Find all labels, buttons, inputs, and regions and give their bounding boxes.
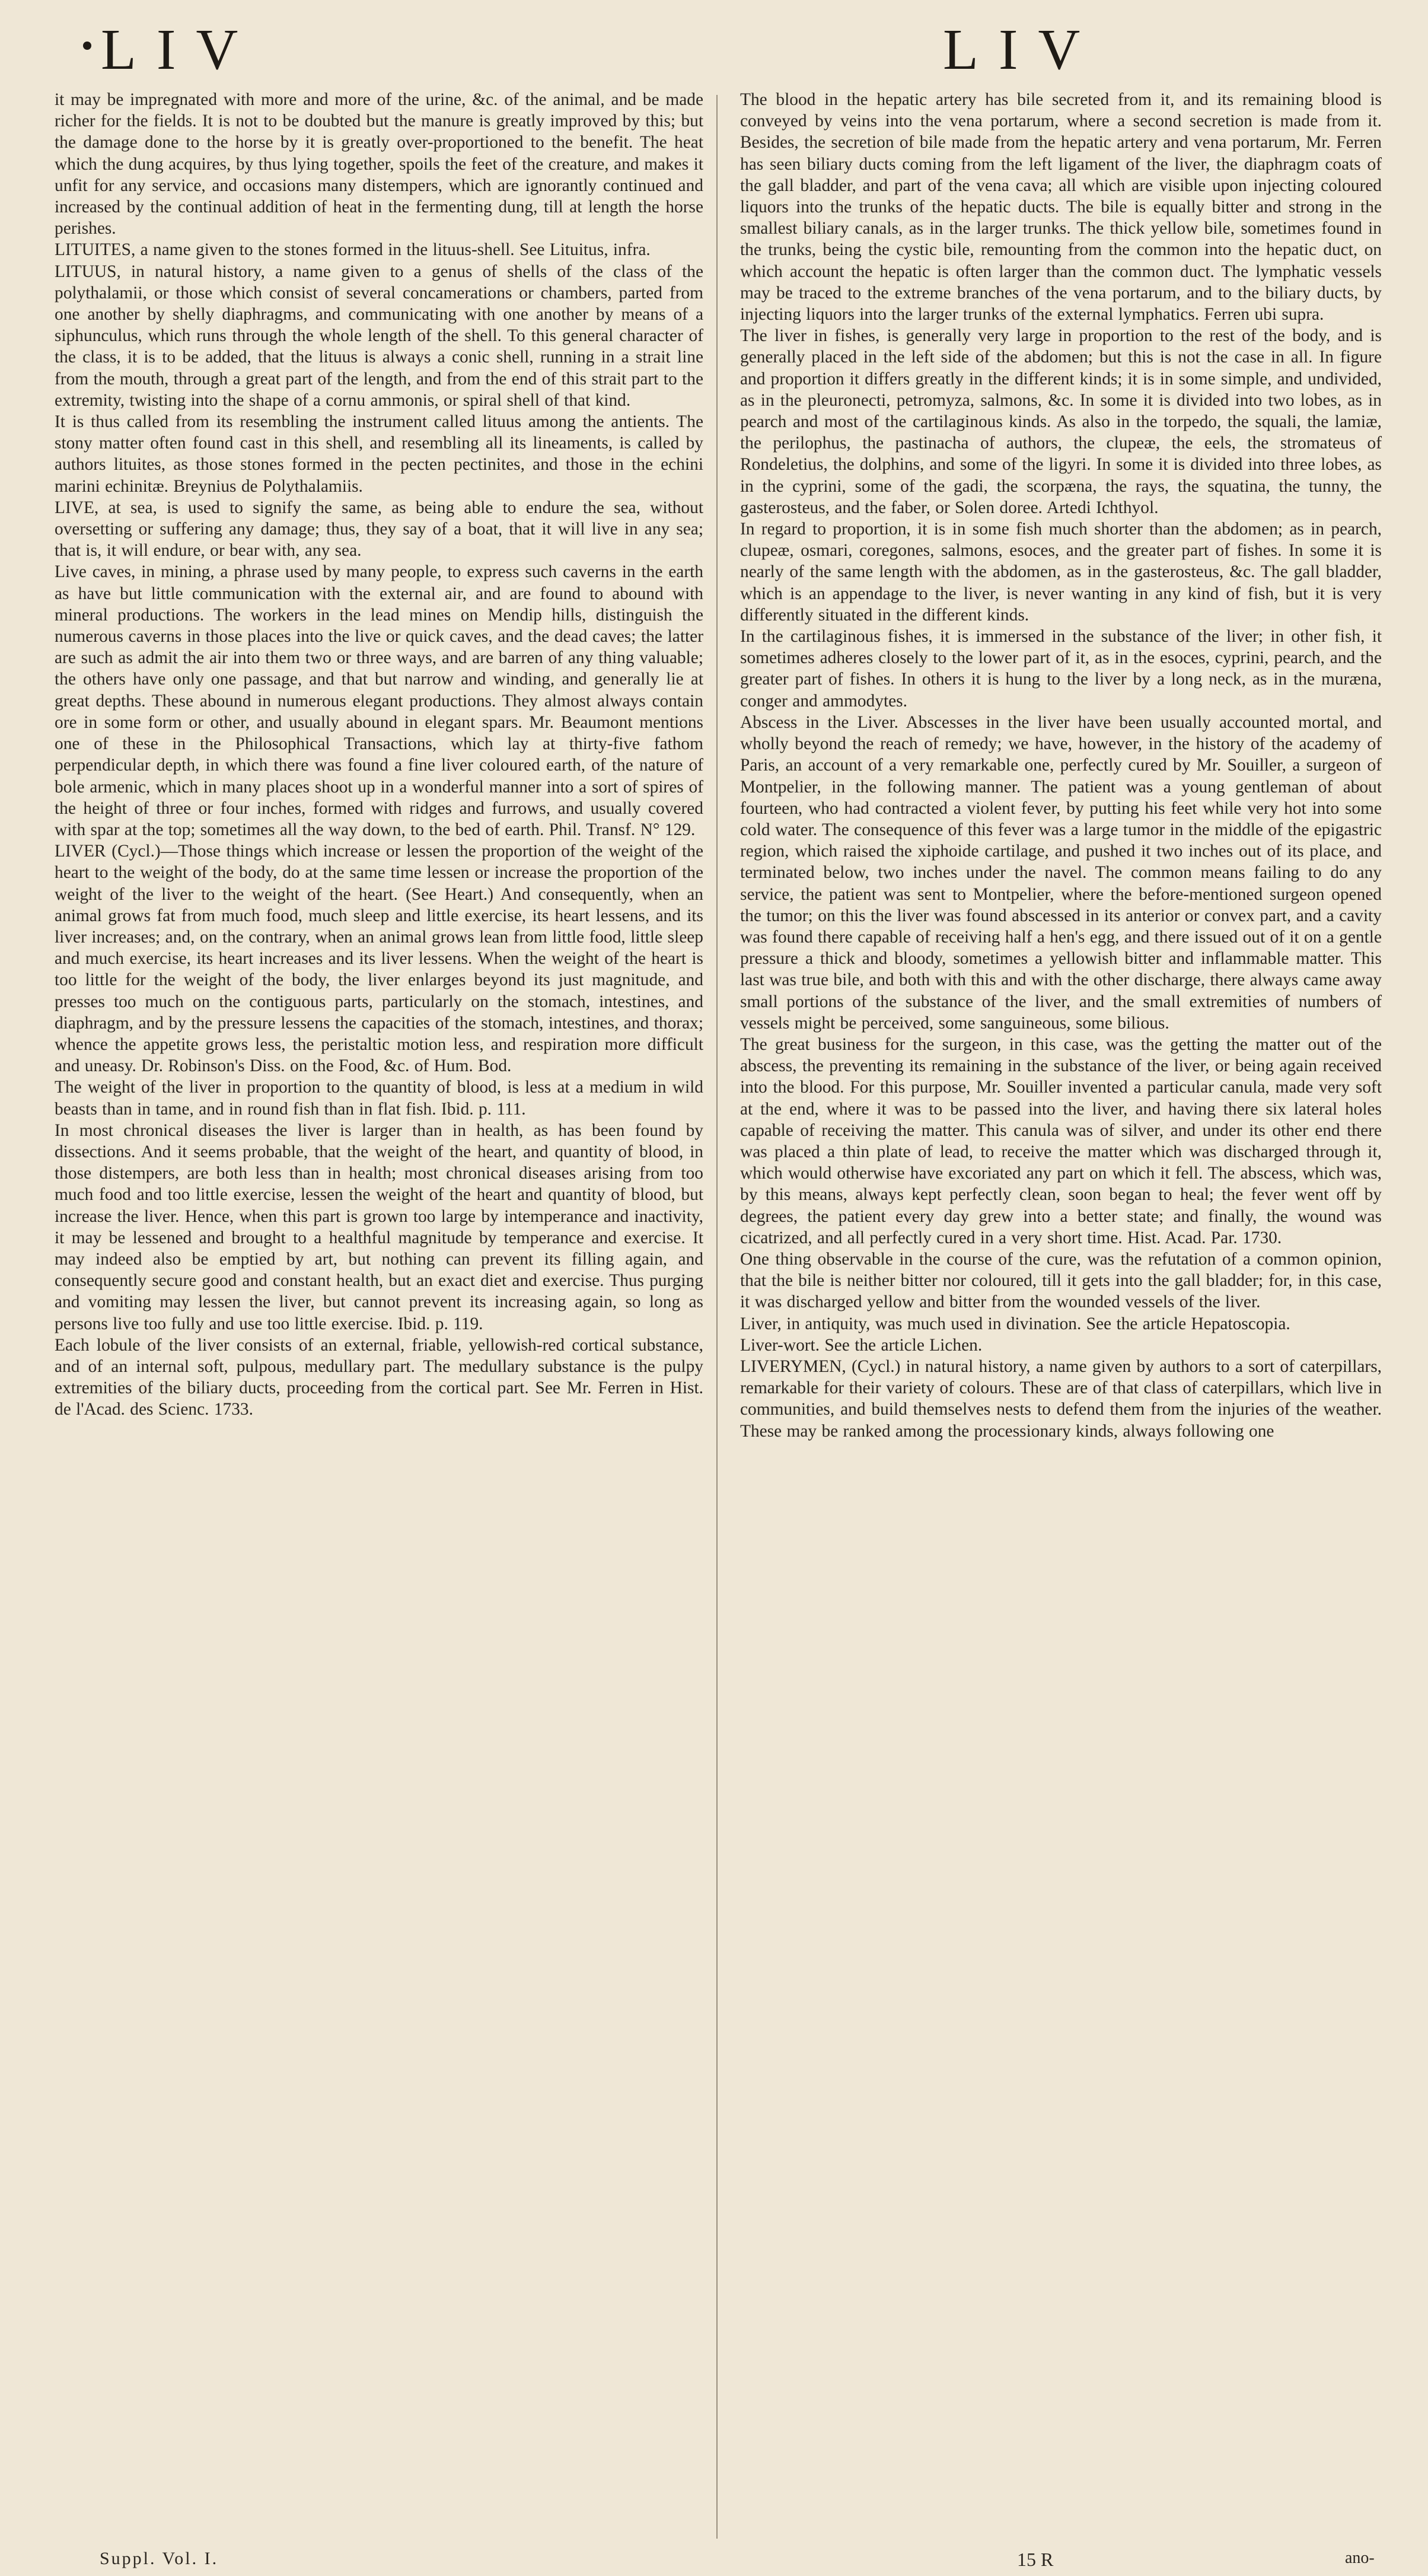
entry-liver-wort: Liver-wort. See the article Lichen. [740,1335,983,1355]
entry-abscess-liver: Abscess in the Liver. Abscesses in the liver have been usually accounted mortal, and wholly beyond the reach of remedy; we have, however, in the history of the academy of Paris, an account of a very remarkable one, perfectly cured by Mr. Souiller, a surgeon of Montpelier, in the following manner. The patient was a young gentleman of about fourteen, who had contracted a violent fever, by putting his feet while very hot into some cold water. The consequence of this fever was a large tumor in the middle of the epigastric region, which raised the xiphoide cartilage, and pushed it two inches out of its place, and terminated below, two inches under the navel. The common means failing to do any service, the patient was sent to Montpelier, where the before-mentioned surgeon opened the tumor; on this the liver was found abscessed in its anterior or convex part, and a cavity was found there capable of receiving half a hen's egg, and there issued out of it on a gentle pressure a thick and bloody, sometimes a yellowish bitter and inflammable matter. This last was true bile, and both with this and with the other discharge, there always came away small portions of the substance of the liver, and the small extremities of numbers of vessels might be perceived, some sanguineous, some bilious. [740,712,1382,1033]
running-head-right: LIV [943,18,1101,82]
entry-liverymen: LIVERYMEN, (Cycl.) in natural history, a name given by authors to a sort of caterpillars, remarkable for their variety of colours. These are of that class of caterpillars, which live in communities, and build themselves nests to defend them from the injuries of the weather. These may be ranked among the processionary kinds, always following one [740,1357,1382,1441]
paragraph: The great business for the surgeon, in this case, was the getting the matter out of the abscess, the preventing its remaining in the substance of the liver, or being again received into the blood. For this purpose, Mr. Souiller invented a particular canula, made very soft at the end, where it was to be passed into the liver, and having there six lateral holes capable of receiving the matter. This canula was of silver, and under its other end there was placed a thin plate of lead, to receive the matter which was discharged through it, which would otherwise have excoriated any part on which it fell. The abscess, which was, by this means, always kept perfectly clean, soon began to heal; the fever went off by degrees, the patient every day grew into a better state; and finally, the wound was cicatrized, and all perfectly cured in a very short time. Hist. Acad. Par. 1730. [740,1034,1382,1247]
paragraph: One thing observable in the course of the cure, was the refutation of a common opinion, that the bile is neither bitter nor coloured, till it gets into the gall bladder; for, in this case, it was discharged yellow and bitter from the wounded vessels of the liver. [740,1249,1382,1312]
paragraph: It is thus called from its resembling the instrument called lituus among the antients. The stony matter often found cast in this shell, and resembling all its lineaments, is called by authors lituites, as those stones formed in the pecten pectinites, and those in the echini marini echinitæ. Breynius de Polythalamiis. [55,412,703,496]
column-rule [716,95,718,2539]
paragraph: it may be impregnated with more and more of the urine, &c. of the animal, and be made richer for the fields. It is not to be doubted but the manure is greatly improved by this; but the damage done to the horse by it is greatly over-proportioned to the benefit. The heat which the dung acquires, by thus lying together, spoils the feet of the creature, and makes it unfit for any service, and occasions many distempers, which are ignorantly continued and increased by the continual addition of heat in the fermenting dung, till at length the horse perishes. [55,90,703,238]
paragraph: In the cartilaginous fishes, it is immersed in the substance of the liver; in other fish, it sometimes adheres closely to the lower part of it, as in the esoces, cyprini, pearch, and the greater part of fishes. In others it is hung to the liver by a long neck, as in the muræna, conger and ammodytes. [740,627,1382,711]
catchword: ano- [1345,2549,1375,2567]
paragraph: The liver in fishes, is generally very large in proportion to the rest of the body, and is generally placed in the left side of the abdomen; but this is not the case in all. In figure and proportion it differs greatly in the different kinds; it is in some simple, and undivided, as in the pleuronecti, petromyza, salmons, &c. In some it is divided into two lobes, as in pearch and most of the cartilaginous kinds. As also in the torpedo, the squali, the lamiæ, the perilophus, the pastinacha of authors, the clupeæ, the eels, the stromateus of Rondeletius, the dolphins, and some of the ligyri. In some it is divided into three lobes, as in the cyprini, some of the gadi, the scorpæna, the rays, the squatina, the tunny, the gasterosteus, and the faber, or Solen doree. Artedi Ichthyol. [740,326,1382,517]
paragraph: The blood in the hepatic artery has bile secreted from it, and its remaining blood is conveyed by veins into the vena portarum, where a second secretion is made from it. Besides, the secretion of bile made from the hepatic artery and vena portarum, Mr. Ferren has seen biliary ducts coming from the left ligament of the liver, the diaphragm coats of the gall bladder, and part of the vena cava; all which are visible upon injecting coloured liquors into the trunks of the hepatic ducts. The bile is equally bitter and strong in the smallest biliary canals, as in the larger trunks. The thick yellow bile, sometimes found in the trunks, being the cystic bile, remounting from the common into the hepatic duct, on which account the hepatic is often larger than the common duct. The lymphatic vessels may be traced to the extreme branches of the vena portarum, and to the biliary ducts, by injecting liquors into the larger trunks of the external lymphatics. Ferren ubi supra. [740,90,1382,324]
ornament-dot [83,42,91,50]
paragraph: In most chronical diseases the liver is larger than in health, as has been found by dissections. And it seems probable, that the weight of the heart, and quantity of blood, in those distempers, are both less than in health; most chronical diseases arising from too much food and too little exercise, lessen the weight of the heart and quantity of blood, but increase the liver. Hence, when this part is grown too large by intemperance and inactivity, it may be lessened and brought to a healthful magnitude by temperance and exercise. It may indeed also be emptied by art, but nothing can prevent its filling again, and consequently secure good and constant health, but an exact diet and exercise. Thus purging and vomiting may lessen the liver, but cannot prevent its increasing again, so long as persons live too fully and use too little exercise. Ibid. p. 119. [55,1120,703,1333]
running-head-left: LIV [101,18,259,82]
right-column [740,89,1382,1442]
left-column [55,89,703,1421]
entry-live: LIVE, at sea, is used to signify the same, as being able to endure the sea, without oversetting or suffering any damage; thus, they say of a boat, that it will live in any sea; that is, it will endure, or bear with, any sea. [55,498,703,561]
paragraph: In regard to proportion, it is in some fish much shorter than the abdomen; as in pearch, clupeæ, osmari, coregones, salmons, esoces, and the greater part of fishes. In some it is nearly of the same length with the abdomen, as in the gasterosteus, &c. The gall bladder, which is an appendage to the liver, is never wanting in any kind of fish, but it is very differently situated in the different kinds. [740,520,1382,625]
entry-liver: LIVER (Cycl.)—Those things which increase or lessen the proportion of the weight of the heart to the weight of the body, do at the same time lessen or increase the proportion of the weight of the liver to the weight of the heart. (See Heart.) And consequently, when an animal grows fat from much food, much sleep and little exercise, its heart lessens, and its liver increases; and, on the contrary, when an animal grows lean from little food, little sleep and much exercise, its heart increases and its liver lessens. When the weight of the heart is too little for the weight of the body, the liver enlarges beyond its just magnitude, and presses too much on the contiguous parts, particularly on the stomach, intestines, and diaphragm, and by the pressure lessens the capacities of the stomach, intestines, and thorax; whence the appetite grows less, the peristaltic motion less, and respiration more difficult and uneasy. Dr. Robinson's Diss. on the Food, &c. of Hum. Bod. [55,842,703,1076]
signature-mark: 15 R [1017,2549,1054,2570]
entry-lituus: LITUUS, in natural history, a name given to a genus of shells of the class of the polythalamii, or those which consist of several concamerations or chambers, parted from one another by shelly diaphragms, and communicating with one another by means of a siphunculus, which runs through the whole length of the shell. To this general character of the class, it is to be added, that the lituus is always a conic shell, running in a strait line from the mouth, through a great part of the length, and from the end of this strait part to the extremity, twisting into the shape of a cornu ammonis, or spiral shell of that kind. [55,262,703,410]
entry-live-caves: Live caves, in mining, a phrase used by many people, to express such caverns in the earth as have but little communication with the external air, and are found to abound with mineral productions. The workers in the lead mines on Mendip hills, distinguish the numerous caverns in those places into the live or quick caves, and the dead caves; the latter are such as admit the air into them two or three ways, and are barren of any thing valuable; the others have only one passage, and that but narrow and winding, and generally lie at great depths. These abound in numerous elegant productions. They almost always contain ore in some form or other, and usually abound in elegant spars. Mr. Beaumont mentions one of these in the Philosophical Transactions, which lay at thirty-five fathom perpendicular depth, in which there was found a fine liver coloured earth, of the nature of bole armenic, which in many places shoot up in a wonderful manner into a sort of spires of the height of three or four inches, formed with ridges and furrows, and usually covered with spar at the top; sometimes all the way down, to the bed of earth. Phil. Transf. N° 129. [55,562,703,839]
volume-footer: Suppl. Vol. I. [100,2549,219,2568]
entry-lituites: LITUITES, a name given to the stones formed in the lituus-shell. See Lituitus, infra. [55,240,651,260]
entry-liver-antiquity: Liver, in antiquity, was much used in divination. See the article Hepatoscopia. [740,1314,1290,1333]
paragraph: The weight of the liver in proportion to the quantity of blood, is less at a medium in wild beasts than in tame, and in round fish than in flat fish. Ibid. p. 111. [55,1078,703,1119]
paragraph: Each lobule of the liver consists of an external, friable, yellowish-red cortical substance, and of an internal soft, pulpous, medullary part. The medullary substance is the pulpy extremities of the biliary ducts, proceeding from the cortical part. See Mr. Ferren in Hist. de l'Acad. des Scienc. 1733. [55,1335,703,1419]
